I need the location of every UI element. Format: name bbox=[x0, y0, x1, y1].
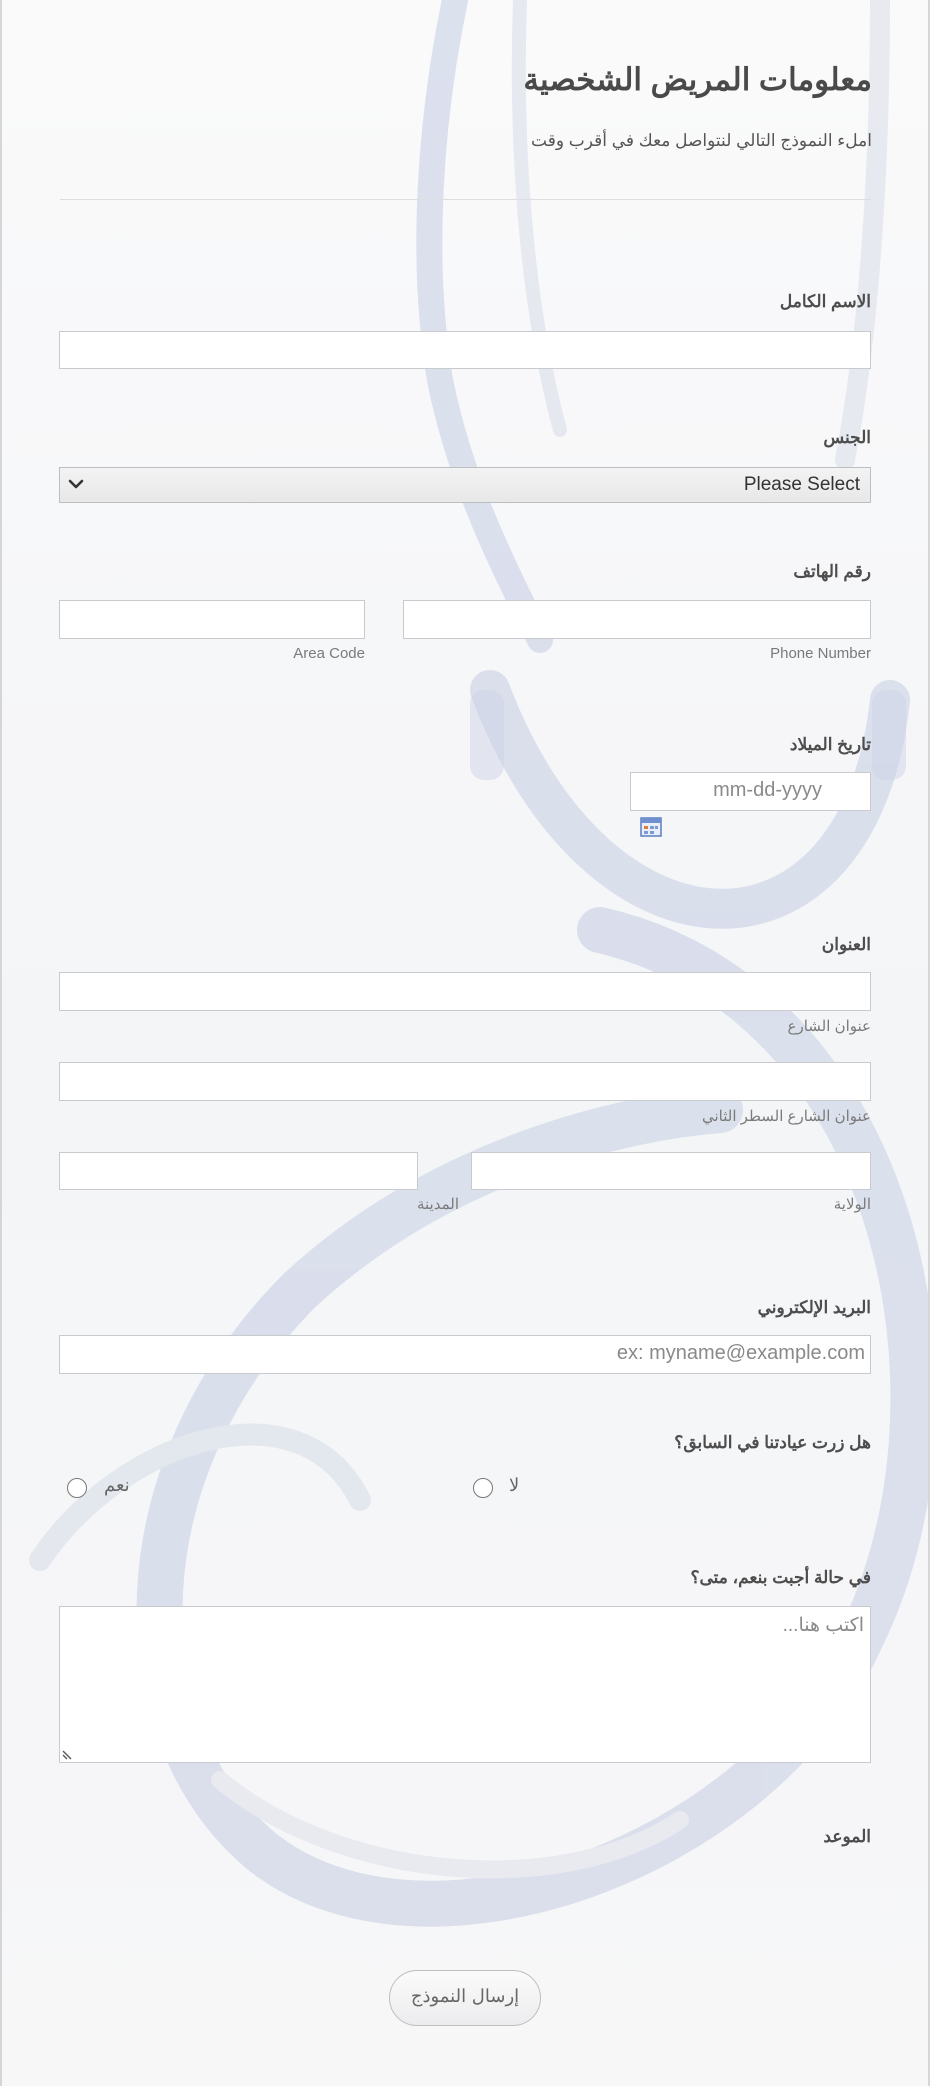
resize-grip-icon[interactable] bbox=[62, 1748, 74, 1760]
street-address-line2-input[interactable] bbox=[59, 1062, 871, 1101]
address-label: العنوان bbox=[821, 935, 871, 954]
email-input[interactable] bbox=[59, 1335, 871, 1374]
when-label: في حالة أجبت بنعم، متى؟ bbox=[690, 1568, 871, 1587]
calendar-icon[interactable] bbox=[640, 817, 662, 837]
radio-yes[interactable] bbox=[67, 1478, 87, 1498]
gender-label: الجنس bbox=[823, 428, 871, 447]
phone-number-sublabel: Phone Number bbox=[770, 645, 871, 662]
when-textarea[interactable] bbox=[59, 1606, 871, 1763]
gender-select-value: Please Select bbox=[743, 474, 860, 495]
state-sublabel: الولاية bbox=[833, 1196, 871, 1213]
street-address-sublabel: عنوان الشارع bbox=[787, 1018, 871, 1035]
appointment-label: الموعد bbox=[823, 1827, 871, 1846]
radio-yes-label: نعم bbox=[104, 1475, 130, 1495]
email-label: البريد الإلكتروني bbox=[757, 1298, 871, 1317]
phone-label: رقم الهاتف bbox=[793, 562, 871, 581]
street-address-input[interactable] bbox=[59, 972, 871, 1011]
full-name-input[interactable] bbox=[59, 331, 871, 369]
when-placeholder: اكتب هنا... bbox=[782, 1615, 864, 1636]
form-subtitle: املء النموذج التالي لنتواصل معك في أقرب وقت bbox=[531, 131, 872, 150]
visited-before-label: هل زرت عيادتنا في السابق؟ bbox=[674, 1433, 871, 1452]
submit-button[interactable]: إرسال النموذج bbox=[389, 1970, 541, 2026]
phone-number-input[interactable] bbox=[403, 600, 871, 639]
birth-date-label: تاريخ الميلاد bbox=[789, 735, 871, 754]
street-address-line2-sublabel: عنوان الشارع السطر الثاني bbox=[701, 1108, 871, 1125]
form-title: معلومات المريض الشخصية bbox=[523, 62, 872, 97]
radio-no-label: لا bbox=[509, 1475, 520, 1495]
header-divider bbox=[60, 199, 871, 200]
birth-date-placeholder: mm-dd-yyyy bbox=[713, 779, 822, 801]
full-name-label: الاسم الكامل bbox=[779, 292, 871, 311]
area-code-sublabel: Area Code bbox=[293, 645, 365, 662]
area-code-input[interactable] bbox=[59, 600, 365, 639]
city-input[interactable] bbox=[59, 1152, 418, 1190]
chevron-down-icon bbox=[66, 474, 86, 494]
city-sublabel: المدينة bbox=[416, 1196, 459, 1213]
email-placeholder: ex: myname@example.com bbox=[616, 1342, 865, 1364]
state-input[interactable] bbox=[471, 1152, 871, 1190]
radio-no[interactable] bbox=[473, 1478, 493, 1498]
birth-date-input[interactable] bbox=[630, 772, 871, 811]
gender-select[interactable] bbox=[59, 467, 871, 503]
